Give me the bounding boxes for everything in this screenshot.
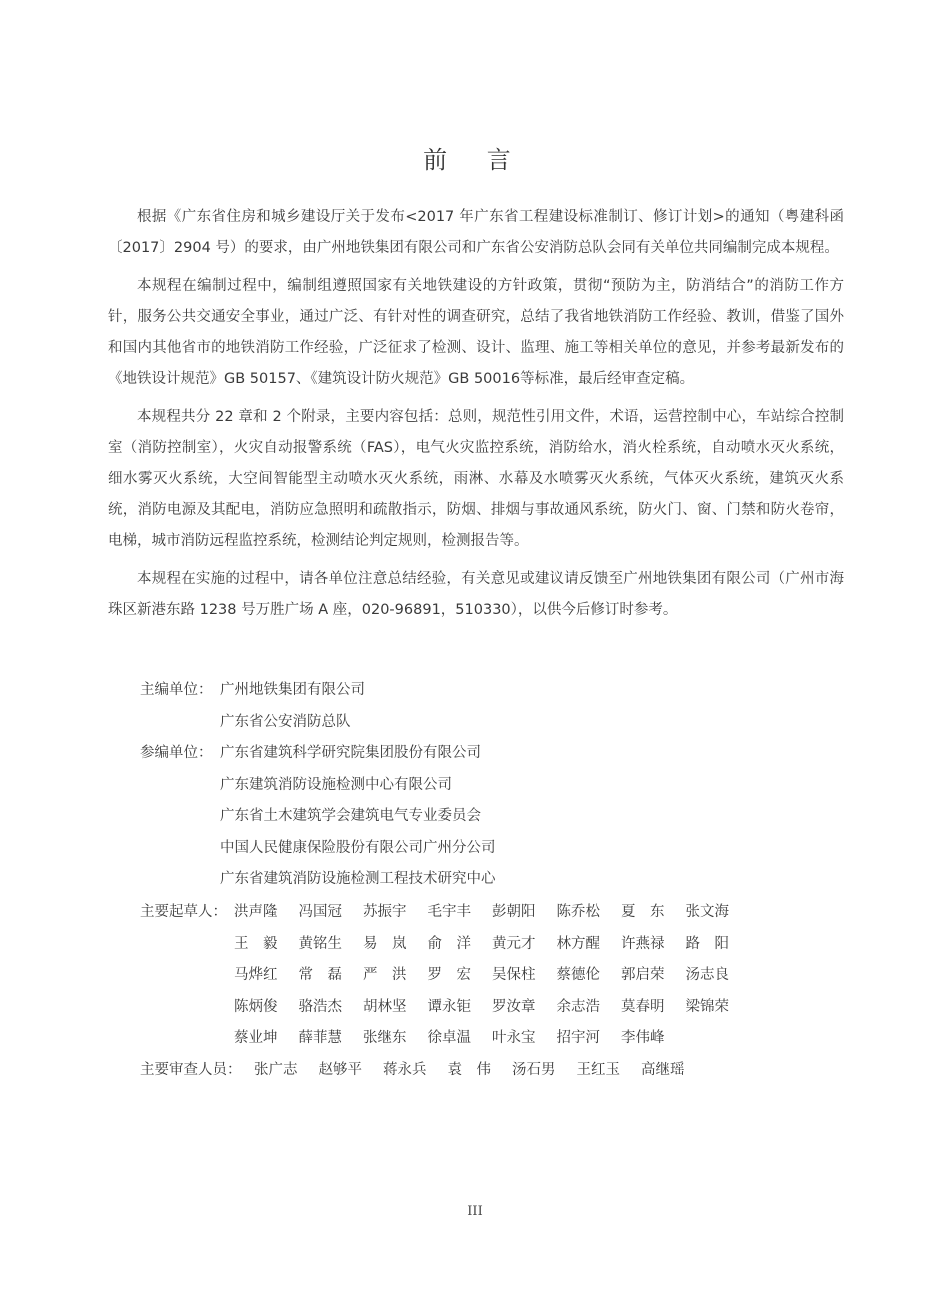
drafter-name: 骆浩杰 [298,998,342,1015]
participating-unit: 中国人民健康保险股份有限公司广州分公司 [220,839,496,856]
drafter-name: 谭永钜 [427,998,471,1015]
drafter-name: 叶永宝 [492,1030,536,1046]
drafter-name: 徐卓温 [427,1030,471,1046]
participating-unit-row [140,833,840,865]
drafter-name: 薛菲慧 [298,1030,342,1046]
participating-unit: 广东省土木建筑学会建筑电气专业委员会 [220,808,481,824]
drafter-name: 毛宇丰 [427,904,471,920]
drafters-list [234,897,814,1055]
drafter-name: 陈乔松 [556,904,600,920]
drafter-name: 罗 宏 [427,967,471,983]
drafter-name: 黄元才 [492,935,536,952]
drafter-name: 张文海 [685,904,729,920]
drafter-name: 郭启荣 [621,967,665,983]
drafter-name: 彭朝阳 [492,904,536,920]
page-title: 前 言 [423,146,527,174]
drafter-name: 梁锦荣 [685,998,729,1015]
participating-unit: 广东省建筑科学研究院集团股份有限公司 [220,745,481,761]
chief-units-label: 主编单位： [140,682,213,698]
reviewer-name: 高继瑶 [641,1062,685,1078]
drafter-name: 严 洪 [363,967,407,983]
drafter-name: 冯国冠 [298,904,342,920]
drafter-name: 蔡德伦 [556,967,600,983]
reviewer-name: 蒋永兵 [383,1062,427,1078]
preface-body [108,202,844,633]
participating-unit-row [140,801,840,833]
paragraph: 本规程共分 22 章和 2 个附录，主要内容包括：总则，规范性引用文件，术语，运营控制中心，车站综合控制室（消防控制室），火灾自动报警系统（FAS），电气火灾监控系统，消防给水，消火栓系统，自动喷水灭火系统，细水雾灭火系统，大空间智能型主动喷水灭火系统，雨淋、水幕及水喷雾灭火系统，气体灭火系统，建筑灭火系统，消防电源及其配电，消防应急照明和疏散指示，防烟、排烟与事故通风系统，防火门、窗、门禁和防火卷帘，电梯，城市消防远程监控系统，检测结论判定规则，检测报告等。 [108,409,844,549]
drafter-name: 夏 东 [621,904,665,920]
page-number: III [467,1204,483,1219]
drafters-label: 主要起草人： [140,904,227,920]
drafter-name: 许燕禄 [621,935,665,952]
drafter-name: 招宇河 [556,1030,600,1046]
drafter-name: 余志浩 [556,998,600,1015]
chief-unit-row [140,675,840,707]
participating-unit-row [140,770,840,802]
drafter-name: 洪声隆 [234,904,278,920]
participating-units-label: 参编单位： [140,745,213,761]
paragraph: 本规程在编制过程中，编制组遵照国家有关地铁建设的方针政策，贯彻“预防为主，防消结合”的消防工作方针，服务公共交通安全事业，通过广泛、有针对性的调查研究，总结了我省地铁消防工作经验、教训，借鉴了国外和国内其他省市的地铁消防工作经验，广泛征求了检测、设计、监理、施工等相关单位的意见，并参考最新发布的《地铁设计规范》GB 50157、《建筑设计防火规范》GB 50016等标准，最后经审查定稿。 [108,278,844,387]
reviewer-name: 张广志 [254,1062,298,1078]
chief-unit: 广东省公安消防总队 [220,713,351,730]
paragraph: 根据《广东省住房和城乡建设厅关于发布<2017 年广东省工程建设标准制订、修订计划>的通知（粤建科函〔2017〕2904 号）的要求，由广州地铁集团有限公司和广东省公安消防总队会同有关单位共同编制完成本规程。 [108,209,844,256]
reviewer-name: 汤石男 [512,1062,556,1078]
drafter-name: 罗汝章 [492,998,536,1015]
drafter-name: 张继东 [363,1030,407,1046]
drafter-name: 黄铭生 [298,935,342,952]
participating-unit-row [140,864,840,896]
reviewers-list [254,1055,706,1087]
units-section [140,675,840,896]
drafter-name: 胡林坚 [363,998,407,1015]
participating-unit: 广东建筑消防设施检测中心有限公司 [220,776,452,793]
participating-unit-row [140,738,840,770]
reviewer-name: 袁 伟 [447,1062,491,1078]
drafter-name: 路 阳 [685,935,729,952]
reviewer-name: 王红玉 [576,1062,620,1078]
drafter-name: 林方醒 [556,935,600,952]
drafter-name: 王 毅 [234,935,278,952]
drafter-name: 陈炳俊 [234,998,278,1015]
reviewers-label: 主要审查人员： [140,1062,242,1078]
drafter-name: 马烨红 [234,967,278,983]
reviewer-name: 赵够平 [318,1062,362,1078]
reviewers-section [140,1055,840,1087]
chief-unit-row [140,707,840,739]
drafter-name: 李伟峰 [621,1030,665,1046]
drafter-name: 俞 洋 [427,935,471,952]
drafters-section [140,897,840,1055]
drafter-name: 汤志良 [685,967,729,983]
drafter-name: 常 磊 [298,967,342,983]
drafter-name: 莫春明 [621,998,665,1015]
drafter-name: 吴保柱 [492,967,536,983]
chief-unit: 广州地铁集团有限公司 [220,682,365,698]
participating-unit: 广东省建筑消防设施检测工程技术研究中心 [220,871,496,887]
paragraph: 本规程在实施的过程中，请各单位注意总结经验，有关意见或建议请反馈至广州地铁集团有限公司（广州市海珠区新港东路 1238 号万胜广场 A 座，020-96891，510330），以供今后修订时参考。 [108,571,844,618]
drafter-name: 苏振宇 [363,904,407,920]
drafter-name: 蔡业坤 [234,1030,278,1046]
drafter-name: 易 岚 [363,935,407,952]
